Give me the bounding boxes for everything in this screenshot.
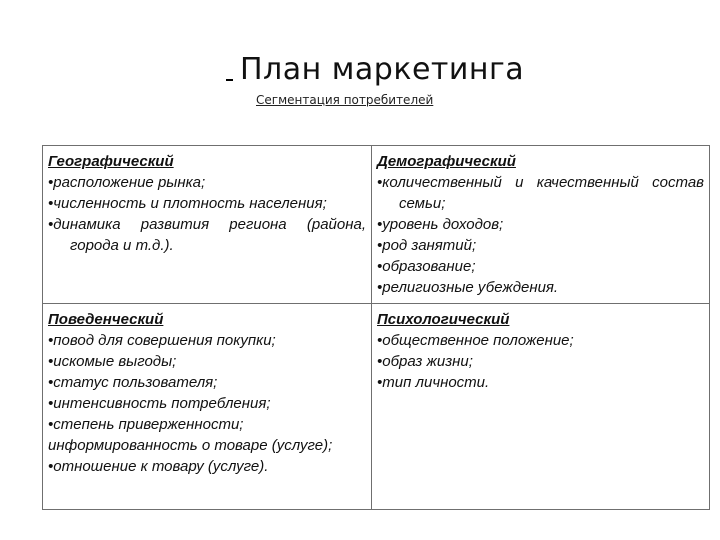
list-item: •религиозные убеждения. xyxy=(377,279,559,296)
title-dash-mark xyxy=(226,79,233,81)
psychological-heading: Психологический xyxy=(377,311,510,328)
list-item: •тип личности. xyxy=(377,374,490,391)
list-item: •статус пользователя; xyxy=(48,374,218,391)
list-item: •степень приверженности; xyxy=(48,416,244,433)
demographic-cell xyxy=(372,146,710,304)
list-item: •общественное положение; xyxy=(377,332,574,349)
behavioral-cell xyxy=(43,304,372,510)
list-item: •искомые выгоды; xyxy=(48,353,177,370)
list-item: •динамика развития региона (района, города и т.д.). xyxy=(48,216,366,254)
list-item: •количественный и качественный состав семьи; xyxy=(377,174,704,212)
table-row xyxy=(43,304,710,510)
list-item: •уровень доходов; xyxy=(377,216,504,233)
list-item: •интенсивность потребления; xyxy=(48,395,271,412)
table-row xyxy=(43,146,710,304)
list-item: •расположение рынка; xyxy=(48,174,206,191)
slide-title: План маркетинга xyxy=(240,52,525,87)
list-item: •численность и плотность населения; xyxy=(48,195,327,212)
demographic-heading: Демографический xyxy=(377,153,516,170)
list-item: информированность о товаре (услуге); xyxy=(48,437,333,454)
segmentation-table xyxy=(42,145,710,510)
geographic-cell xyxy=(43,146,372,304)
list-item: •образ жизни; xyxy=(377,353,473,370)
behavioral-heading: Поведенческий xyxy=(48,311,164,328)
list-item: •род занятий; xyxy=(377,237,477,254)
list-item: •повод для совершения покупки; xyxy=(48,332,276,349)
geographic-heading: Географический xyxy=(48,153,174,170)
list-item: •образование; xyxy=(377,258,476,275)
list-item: •отношение к товару (услуге). xyxy=(48,458,269,475)
psychological-cell xyxy=(372,304,710,510)
slide-subtitle: Сегментация потребителей xyxy=(256,93,434,107)
